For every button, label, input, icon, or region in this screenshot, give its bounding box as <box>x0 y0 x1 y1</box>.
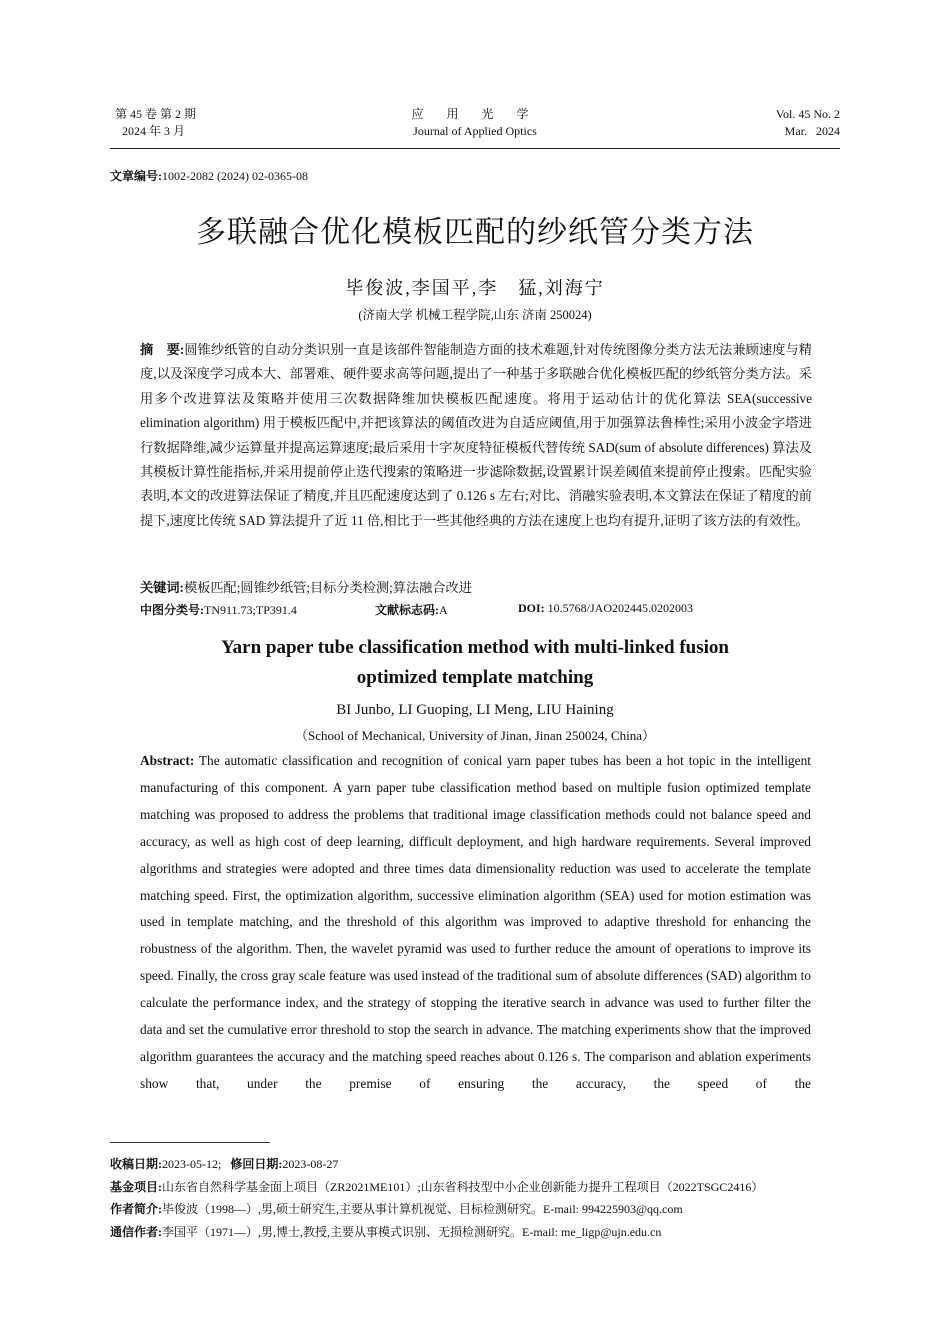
author-bio-label: 作者简介: <box>110 1202 162 1216</box>
fund-label: 基金项目: <box>110 1179 162 1194</box>
abstract-en-label: Abstract: <box>140 753 195 768</box>
footnote-corresponding <box>110 1221 850 1244</box>
received-value: 2023-05-12; <box>162 1157 222 1171</box>
footnotes <box>110 1153 850 1243</box>
abstract-en <box>140 748 811 1098</box>
header-rule <box>110 148 840 149</box>
journal-name-en: Journal of Applied Optics <box>413 124 537 138</box>
keywords-cn-text: 模板匹配;圆锥纱纸管;目标分类检测;算法融合改进 <box>183 580 472 595</box>
paper-title-cn: 多联融合优化模板匹配的纱纸管分类方法 <box>196 215 754 250</box>
fund-value: 山东省自然科学基金面上项目（ZR2021ME101）;山东省科技型中小企业创新能力提升工程项目（2022TSGC2416） <box>162 1179 764 1194</box>
issue-info-en <box>776 106 840 140</box>
abstract-cn-text: 圆锥纱纸管的自动分类识别一直是该部件智能制造方面的技术难题,针对传统图像分类方法无法兼顾速度与精度,以及深度学习成本大、部署难、硬件要求高等问题,提出了一种基于多联融合优化模板匹配的纱纸管分类方法。采用多个改进算法及策略并使用三次数据降维加快模板匹配速度。将用于运动估计的优化算法 SEA(successive elimination algorithm) 用于模板匹配中,并把该算法的阈值改进为自适应阈值,用于加强算法鲁棒性;采用小波金字塔进行数据降维,减少运算量并提高运算速度;最后采用十字灰度特征模板代替传统 SAD(sum of absolute differences) 算法及其模板计算性能指标,并采用提前停止迭代搜索的策略进一步滤除数据,设置累计误差阈值来提前停止搜索。匹配实验表明,本文的改进算法保证了精度,并且匹配速度达到了 0.126 s 左右;对比、消融实验表明,本文算法在保证了精度的前提下,速度比传统 SAD 算法提升了近 11 倍,相比于一些其他经典的方法在速度上也均有提升,证明了该方法的有效性。 <box>140 342 812 528</box>
footnote-author <box>110 1198 850 1221</box>
doc-code-value: A <box>439 603 448 617</box>
authors-en: BI Junbo, LI Guoping, LI Meng, LIU Haining <box>336 702 614 718</box>
article-number-label: 文章编号: <box>110 169 162 183</box>
clc-label: 中图分类号: <box>140 603 204 617</box>
abstract-en-text: The automatic classification and recognition of conical yarn paper tubes has been a hot topic in the intelligent manufacturing of this component. A yarn paper tube classification method based on multiple fusion optimized template matching was proposed to address the problems that traditional image classification methods could not balance speed and accuracy, as well as high cost of deep learning, difficult deployment, and high hardware requirements. Several improved algorithms and strategies were adopted and three times data dimensionality reduction was used to accelerate the template matching speed. First, the optimization algorithm, successive elimination algorithm (SEA) used for motion estimation was used in template matching, and the threshold of this algorithm was improved to adaptive threshold for enhancing the robustness of the algorithm. Then, the wavelet pyramid was used to further reduce the amount of operations to improve its speed. Finally, the cross gray scale feature was used instead of the traditional sum of absolute differences (SAD) algorithm to calculate the performance index, and the strategy of stopping the iterative search in advance was used to further filter the data and set the cumulative error threshold to stop the search in advance. The matching experiments show that the improved algorithm guarantees the accuracy and the matching speed reaches about 0.126 s. The comparison and ablation experiments show that, under the premise of ensuring the accuracy, the speed of the <box>140 753 811 1091</box>
footnote-dates <box>110 1153 850 1176</box>
journal-header <box>110 106 840 148</box>
document-code <box>375 601 448 618</box>
revised-label: 修回日期: <box>230 1157 283 1171</box>
abstract-cn <box>140 338 812 533</box>
article-number-value: 1002-2082 (2024) 02-0365-08 <box>162 169 308 183</box>
date-en: Mar. 2024 <box>784 124 840 138</box>
doc-code-label: 文献标志码: <box>375 603 439 617</box>
authors-cn: 毕俊波,李国平,李 猛,刘海宁 <box>345 278 605 298</box>
journal-name-cn: 应 用 光 学 <box>411 107 539 121</box>
keywords-cn <box>140 577 812 596</box>
volume-issue-en: Vol. 45 No. 2 <box>775 107 840 121</box>
corresponding-value: 李国平（1971—）,男,博士,教授,主要从事模式识别、无损检测研究。E-mail: me_ligp@ujn.edu.cn <box>162 1224 662 1239</box>
received-label: 收稿日期: <box>110 1157 162 1171</box>
affiliation-cn: (济南大学 机械工程学院,山东 济南 250024) <box>358 308 592 322</box>
clc-value: TN911.73;TP391.4 <box>204 603 297 617</box>
doi-label: DOI: <box>518 601 545 615</box>
volume-issue-cn: 第 45 卷 第 2 期 <box>115 107 197 121</box>
doi <box>518 601 693 616</box>
clc-number <box>140 601 297 618</box>
footnote-rule <box>110 1142 270 1143</box>
paper-title-en-line2: optimized template matching <box>356 667 594 688</box>
author-bio-value: 毕俊波（1998—）,男,硕士研究生,主要从事计算机视觉、目标检测研究。E-mail: 994225903@qq.com <box>162 1202 683 1216</box>
doi-value: 10.5768/JAO202445.0202003 <box>544 601 694 615</box>
paper-title-en-line1: Yarn paper tube classification method with multi-linked fusion <box>221 637 729 658</box>
article-number <box>110 167 308 184</box>
keywords-cn-label: 关键词: <box>140 580 184 595</box>
abstract-cn-label: 摘 要: <box>140 342 185 357</box>
paper-title-en <box>0 633 950 693</box>
affiliation-en: （School of Mechanical, University of Jinan, Jinan 250024, China） <box>295 728 655 743</box>
revised-value: 2023-08-27 <box>282 1157 339 1171</box>
date-cn: 2024 年 3 月 <box>122 124 186 138</box>
corresponding-label: 通信作者: <box>110 1224 162 1239</box>
footnote-fund <box>110 1176 850 1199</box>
journal-name <box>110 106 840 140</box>
